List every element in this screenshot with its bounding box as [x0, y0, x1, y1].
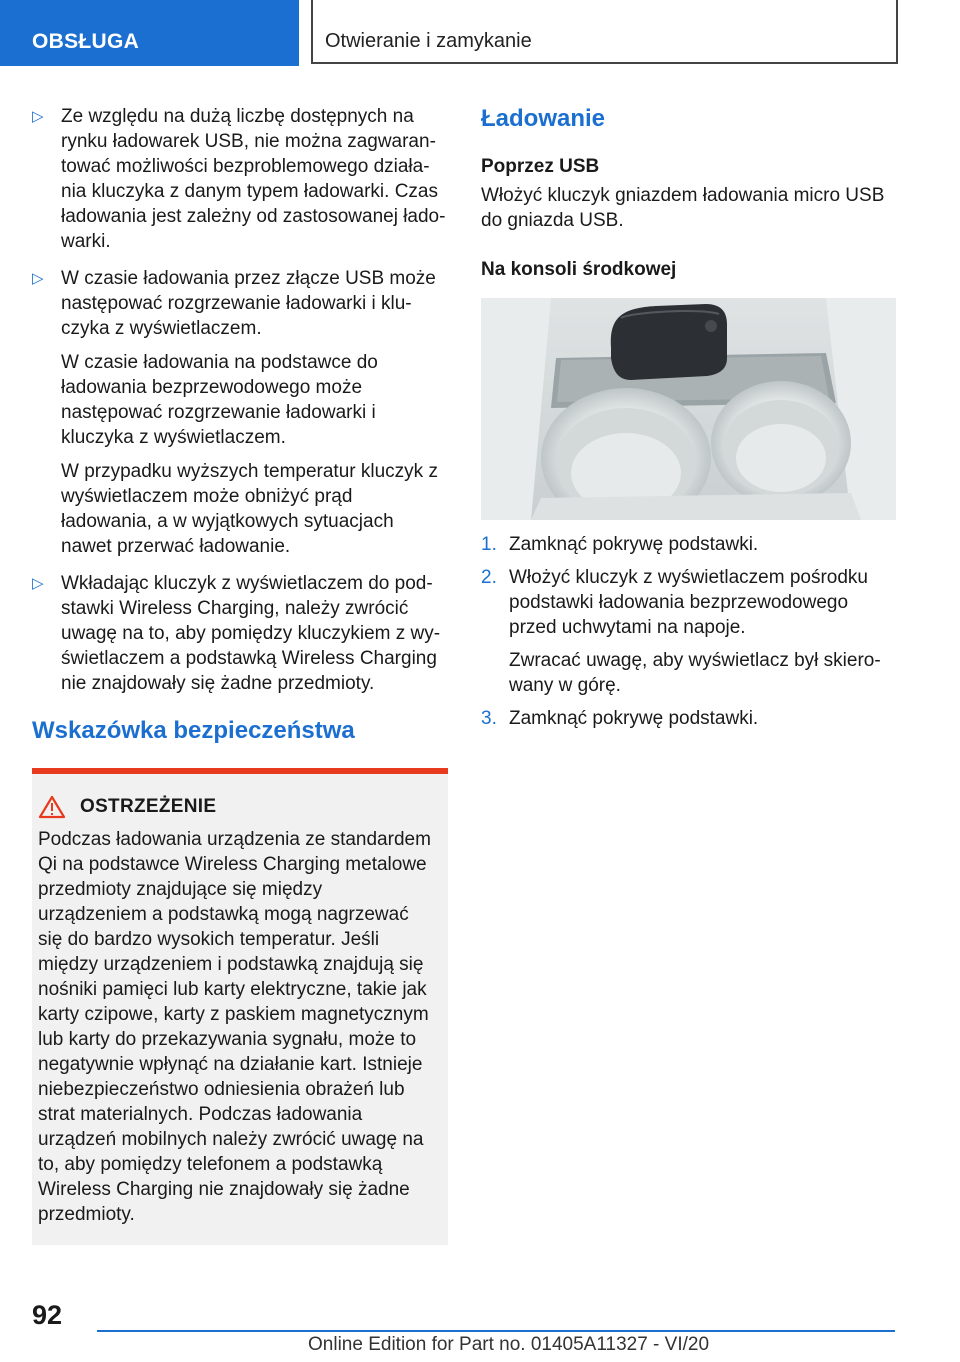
bullet-item: [32, 266, 448, 559]
bullet-paragraph: W czasie ładowania na podstawce do ładowania bezprzewodowego może następować rozgrzewanie ładowarki i kluczyka z wyświetlaczem.: [61, 352, 378, 448]
footer-divider: [97, 1330, 895, 1332]
step-item: [481, 532, 896, 557]
triangle-bullet-icon: ▷: [32, 108, 44, 125]
bullet-paragraph: Ze względu na dużą liczbę dostępnych na rynku ładowarek USB, nie można zagwarantować możliwości bezproblemowego działania kluczyka z danym typem ładowarki. Czas ładowania jest zależny od zastosowanej ładowarki.: [61, 106, 446, 252]
bullet-item: [32, 104, 448, 254]
usb-subheading: Poprzez USB: [481, 156, 600, 177]
warning-title: [38, 794, 436, 819]
step-text: Zwracać uwagę, aby wyświetlacz był skierowany w górę.: [509, 650, 881, 696]
header-chapter-box: [311, 0, 898, 64]
triangle-bullet-icon: ▷: [32, 575, 44, 592]
warning-triangle-icon: [38, 795, 66, 819]
step-text: Zamknąć pokrywę podstawki.: [509, 534, 759, 555]
step-number: 3.: [481, 708, 497, 729]
step-text: Włożyć kluczyk z wyświetlaczem pośrodku podstawki ładowania bezprzewodowego przed uchwytami na napoje.: [509, 567, 868, 638]
step-number: 2.: [481, 567, 497, 588]
warning-box: [32, 768, 448, 1245]
step-text: Zamknąć pokrywę podstawki.: [509, 708, 759, 729]
warning-label: OSTRZEŻENIE: [80, 796, 217, 817]
bullet-paragraph: Wkładając kluczyk z wyświetlaczem do podstawki Wireless Charging, należy zwrócić uwagę na to, aby pomiędzy kluczykiem z wyświetlaczem a podstawką Wireless Charging nie znajdowały się żadne przedmioty.: [61, 573, 441, 694]
safety-heading: Wskazówka bezpieczeństwa: [32, 717, 355, 744]
warning-text: Podczas ładowania urządzenia ze standardem Qi na podstawce Wireless Charging metalowe przedmioty znajdujące się między urządzeniem a podstawką mogą nagrzewać się do bardzo wysokich temperatur. Jeśli między urządzeniem i podstawką znajdują się nośniki pamięci lub karty elektryczne, takie jak karty czipowe, karty z paskiem magnetycznym lub karty do przekazywania sygnału, może to negatywnie wpłynąć na działanie kart. Istnieje niebezpieczeństwo odniesienia obrażeń lub strat materialnych. Podczas ładowania urządzeń mobilnych należy zwrócić uwagę na to, aby pomiędzy telefonem a podstawką Wireless Charging nie znajdowały się żadne przedmioty.: [38, 829, 431, 1225]
bullet-paragraph: W czasie ładowania przez złącze USB może następować rozgrzewanie ładowarki i kluczyka z wyświetlaczem.: [61, 268, 436, 339]
usb-instruction: Włożyć kluczyk gniazdem ładowania micro USB do gniazda USB.: [481, 185, 885, 231]
console-subheading: Na konsoli środkowej: [481, 259, 677, 280]
header-section-tab: [0, 0, 299, 66]
step-item: [481, 706, 896, 731]
bullet-item: [32, 571, 448, 696]
center-console-photo: [481, 298, 896, 520]
step-number: 1.: [481, 534, 497, 555]
header-chapter-label: Otwieranie i zamykanie: [325, 30, 532, 52]
page-number: 92: [32, 1300, 63, 1330]
charging-heading: Ładowanie: [481, 105, 606, 132]
bullet-paragraph: W przypadku wyższych temperatur kluczyk z wyświetlaczem może obniżyć prąd ładowania, a w wyjątkowych sytuacjach nawet przerwać ładowanie.: [61, 461, 438, 557]
left-column: [32, 104, 448, 1245]
step-item: [481, 565, 896, 698]
triangle-bullet-icon: ▷: [32, 270, 44, 287]
header-section-label: OBSŁUGA: [32, 30, 140, 53]
right-column: [481, 104, 896, 739]
footer-edition: Online Edition for Part no. 01405A11327 - VI/20: [308, 1334, 710, 1355]
